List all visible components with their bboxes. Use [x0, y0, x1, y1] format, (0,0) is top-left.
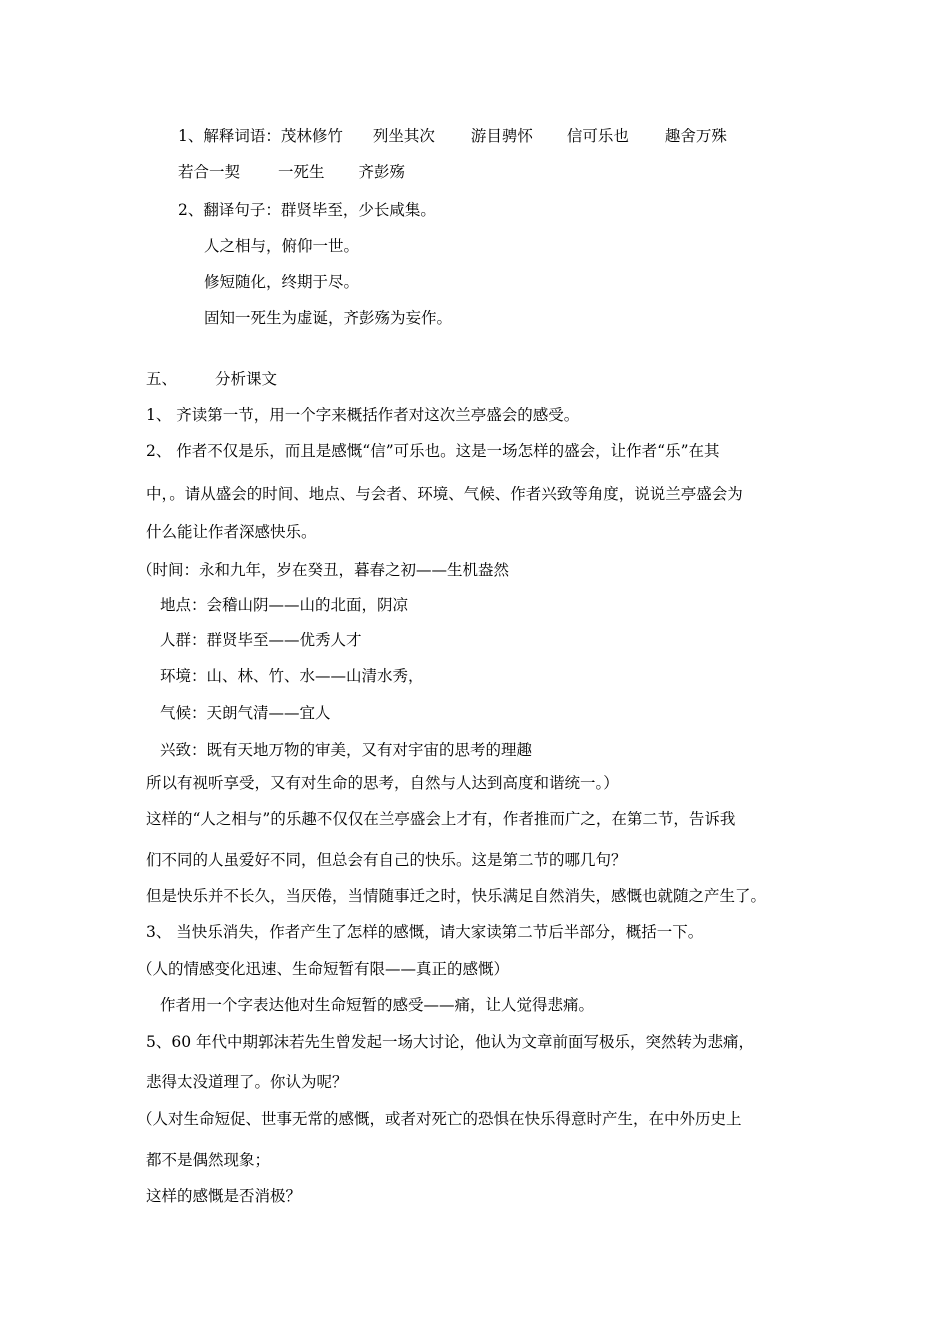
body-line: （人对生命短促、世事无常的感慨，或者对死亡的恐惧在快乐得意时产生，在中外历史上: [137, 1110, 742, 1128]
translation-sentence: 人之相与，俯仰一世。: [204, 237, 360, 255]
body-line: 1、 齐读第一节，用一个字来概括作者对这次兰亭盛会的感受。: [146, 406, 580, 424]
body-line: 这样的“人之相与”的乐趣不仅仅在兰亭盛会上才有，作者推而广之，在第二节，告诉我: [146, 810, 736, 828]
body-line: 中，。请从盛会的时间、地点、与会者、环境、气候、作者兴致等角度，说说兰亭盛会为: [146, 485, 743, 503]
section-number: 五、: [146, 370, 178, 388]
body-line: 2、 作者不仅是乐，而且是感慨“信”可乐也。这是一场怎样的盛会，让作者“乐”在其: [146, 442, 720, 460]
section-5-heading: [146, 369, 277, 389]
body-line: 环境：山、林、竹、水——山清水秀，: [160, 667, 424, 685]
term-item: 若合一契: [178, 163, 241, 181]
body-line: （人的情感变化迅速、生命短暂有限——真正的感慨）: [137, 960, 510, 978]
body-line: 5、60 年代中期郭沫若先生曾发起一场大讨论，他认为文章前面写极乐，突然转为悲痛，: [146, 1033, 755, 1051]
translation-sentence: 修短随化，终期于尽。: [204, 273, 360, 291]
question-1-row: [178, 126, 727, 146]
body-line: 人群：群贤毕至——优秀人才: [160, 631, 362, 649]
term-item: 信可乐也: [566, 127, 629, 145]
term-item: 齐彭殇: [358, 163, 406, 181]
body-line: 作者用一个字表达他对生命短暂的感受——痛，让人觉得悲痛。: [160, 996, 595, 1014]
body-line: 都不是偶然现象；: [146, 1151, 271, 1169]
term-item: 趣舍万殊: [664, 127, 727, 145]
body-line: 但是快乐并不长久，当厌倦，当情随事迁之时，快乐满足自然消失，感慨也就随之产生了。: [146, 887, 767, 905]
body-line: 地点：会稽山阴——山的北面，阴凉: [160, 596, 409, 614]
body-line: 什么能让作者深感快乐。: [146, 523, 317, 541]
term-item: 一死生: [278, 163, 325, 181]
question-1-row-2: [178, 162, 405, 182]
term-item: 列坐其次: [372, 127, 435, 145]
term-item: 游目骋怀: [470, 127, 533, 145]
question-1-label: 1、解释词语：茂林修竹: [178, 127, 343, 145]
body-line: 气候：天朗气清——宜人: [160, 704, 331, 722]
body-line: 兴致：既有天地万物的审美，又有对宇宙的思考的理趣: [160, 741, 533, 759]
body-line: 们不同的人虽爱好不同，但总会有自己的快乐。这是第二节的哪几句？: [146, 851, 627, 869]
question-2-label: 2、翻译句子：群贤毕至，少长咸集。: [178, 201, 436, 219]
body-line: 所以有视听享受，又有对生命的思考，自然与人达到高度和谐统一。）: [146, 774, 619, 792]
translation-sentence: 固知一死生为虚诞，齐彭殇为妄作。: [204, 309, 453, 327]
body-line: 这样的感慨是否消极？: [146, 1187, 302, 1205]
section-title: 分析课文: [215, 370, 278, 388]
body-line: （时间：永和九年，岁在癸丑，暮春之初——生机盎然: [137, 561, 510, 579]
body-line: 悲得太没道理了。你认为呢？: [146, 1073, 348, 1091]
body-line: 3、 当快乐消失，作者产生了怎样的感慨，请大家读第二节后半部分，概括一下。: [146, 923, 704, 941]
